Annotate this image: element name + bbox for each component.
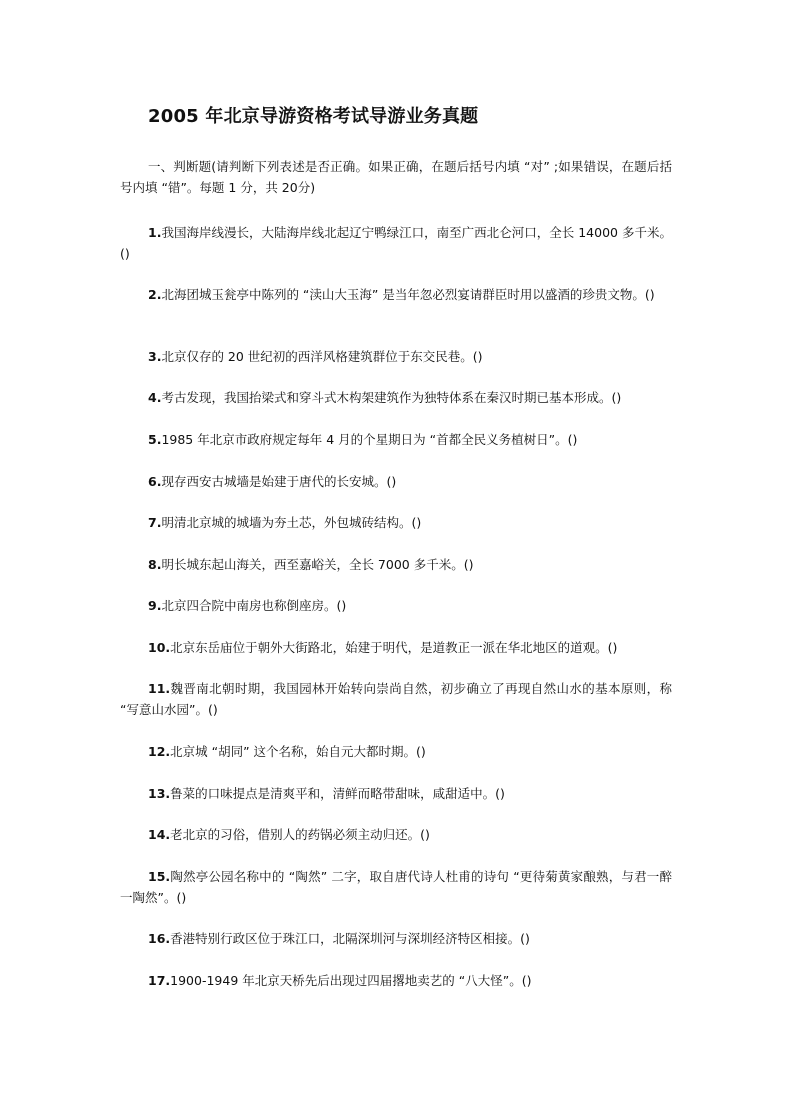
question-number: 9. xyxy=(148,598,162,613)
question-number: 7. xyxy=(148,515,162,530)
question-5 xyxy=(120,429,672,450)
question-text: 北京东岳庙位于朝外大街路北，始建于明代，是道教正一派在华北地区的道观。() xyxy=(170,640,618,655)
question-text: 1900-1949 年北京天桥先后出现过四届撂地卖艺的 “八大怪”。() xyxy=(170,973,532,988)
question-9 xyxy=(120,595,672,616)
question-12 xyxy=(120,741,672,762)
question-11 xyxy=(120,678,672,720)
question-4 xyxy=(120,387,672,408)
question-17 xyxy=(120,970,672,991)
question-13 xyxy=(120,783,672,804)
question-text: 考古发现，我国抬梁式和穿斗式木构架建筑作为独特体系在秦汉时期已基本形成。() xyxy=(161,390,622,405)
question-text: 现存西安古城墙是始建于唐代的长安城。() xyxy=(161,474,397,489)
question-number: 12. xyxy=(148,744,171,759)
question-6 xyxy=(120,471,672,492)
question-number: 1. xyxy=(148,225,162,240)
question-text: 明长城东起山海关，西至嘉峪关，全长 7000 多千米。() xyxy=(161,557,474,572)
question-7 xyxy=(120,512,672,533)
question-number: 13. xyxy=(148,786,171,801)
document-title: 2005 年北京导游资格考试导游业务真题 xyxy=(148,106,479,127)
question-text: 鲁菜的口味提点是清爽平和，清鲜而略带甜味，咸甜适中。() xyxy=(170,786,505,801)
question-number: 2. xyxy=(148,287,162,302)
question-number: 8. xyxy=(148,557,162,572)
question-number: 3. xyxy=(148,349,162,364)
instructions-paragraph: 一、判断题(请判断下列表述是否正确。如果正确，在题后括号内填 “对” ;如果错误，在题后括号内填 “错”。每题 1 分，共 20分) xyxy=(120,159,672,195)
question-text: 我国海岸线漫长，大陆海岸线北起辽宁鸭绿江口，南至广西北仑河口，全长 14000 多千米。() xyxy=(120,225,672,261)
question-8 xyxy=(120,554,672,575)
question-number: 11. xyxy=(148,681,171,696)
question-number: 10. xyxy=(148,640,171,655)
question-number: 15. xyxy=(148,869,171,884)
question-14 xyxy=(120,824,672,845)
question-number: 6. xyxy=(148,474,162,489)
question-text: 老北京的习俗，借别人的药锅必须主动归还。() xyxy=(170,827,430,842)
question-number: 14. xyxy=(148,827,171,842)
question-number: 5. xyxy=(148,432,162,447)
question-text: 北京仅存的 20 世纪初的西洋风格建筑群位于东交民巷。() xyxy=(161,349,483,364)
question-3 xyxy=(120,346,672,367)
question-15 xyxy=(120,866,672,908)
question-16 xyxy=(120,928,672,949)
question-10 xyxy=(120,637,672,658)
question-text: 北京城 “胡同” 这个名称，始自元大都时期。() xyxy=(170,744,426,759)
question-text: 1985 年北京市政府规定每年 4 月的个星期日为 “首都全民义务植树日”。() xyxy=(161,432,578,447)
question-text: 北京四合院中南房也称倒座房。() xyxy=(161,598,347,613)
question-number: 17. xyxy=(148,973,171,988)
question-text: 香港特别行政区位于珠江口，北隔深圳河与深圳经济特区相接。() xyxy=(170,931,530,946)
question-text: 北海团城玉瓮亭中陈列的 “渎山大玉海” 是当年忽必烈宴请群臣时用以盛酒的珍贵文物。() xyxy=(161,287,655,302)
question-number: 16. xyxy=(148,931,171,946)
question-text: 明清北京城的城墙为夯土芯，外包城砖结构。() xyxy=(161,515,422,530)
question-1 xyxy=(120,222,672,264)
question-text: 魏晋南北朝时期，我国园林开始转向崇尚自然，初步确立了再现自然山水的基本原则，称 “写意山水园”。() xyxy=(120,681,672,717)
question-number: 4. xyxy=(148,390,162,405)
question-2 xyxy=(120,284,672,305)
question-text: 陶然亭公园名称中的 “陶然” 二字，取自唐代诗人杜甫的诗句 “更待菊黄家酿熟，与君一醉一陶然”。() xyxy=(120,869,672,905)
